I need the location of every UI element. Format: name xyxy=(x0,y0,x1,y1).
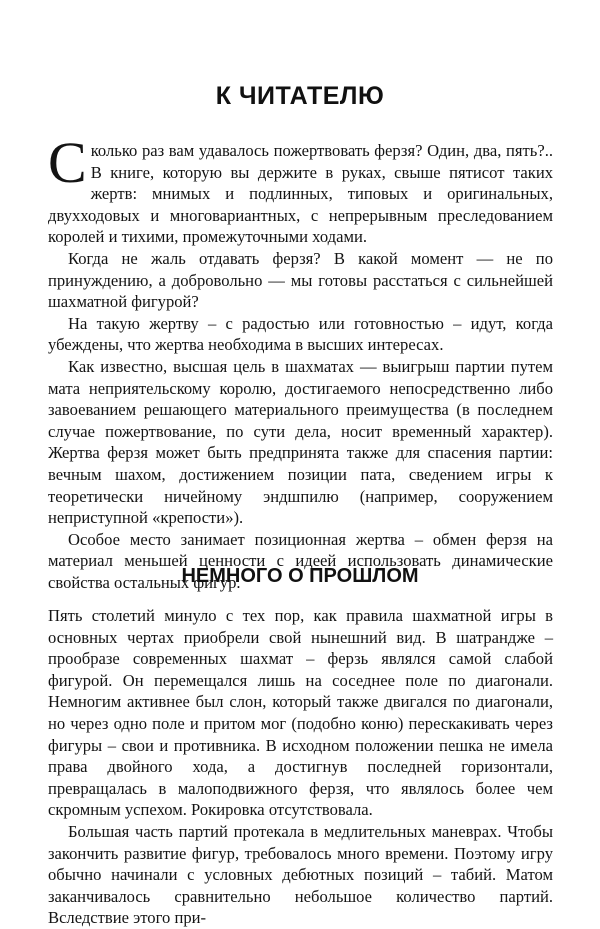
paragraph: Как известно, высшая цель в шахматах — выигрыш партии путем мата неприятельскому королю, достигаемого непосредственно либо завоеванием решающего материального преимущества (в последнем случае пожертвование, по сути дела, носит временный характер). Жертва ферзя может быть предпринята также для спасения партии: вечным шахом, достижением позиции пата, сведением игры к теоретически ничейному эндшпилю (например, сооружением неприступной «крепости»). xyxy=(48,356,553,528)
paragraph: Большая часть партий протекала в медлительных маневрах. Чтобы закончить развитие фигур, требовалось много времени. Поэтому игру обычно начинали с условных дебютных позиций – табий. Матом заканчивалось сравнительно небольшое количество партий. Вследствие этого при- xyxy=(48,821,553,928)
section-heading-past: НЕМНОГО О ПРОШЛОМ xyxy=(181,565,419,587)
chapter-heading-to-reader: К ЧИТАТЕЛЮ xyxy=(215,82,385,110)
section-to-reader xyxy=(48,130,553,593)
paragraph: Особое место занимает позиционная жертва – обмен ферзя на материал меньшей ценности с идеей использовать динамические свойства остальных фигур. xyxy=(48,529,553,592)
drop-cap: С xyxy=(48,130,87,195)
section-past xyxy=(48,605,553,929)
paragraph: Когда не жаль отдавать ферзя? В какой момент — не по принуждению, а добровольно — мы готовы расстаться с сильнейшей шахматной фигурой? xyxy=(48,248,553,312)
paragraph-text: колько раз вам удавалось пожертвовать ферзя? Один, два, пять?.. В книге, которую вы держите в руках, свыше пятисот таких жертв: мнимых и подлинных, типовых и оригинальных, двухходовых и многовариантных, с непрерывным преследованием королей и тихими, промежуточными ходами. xyxy=(48,141,553,247)
paragraph: Пять столетий минуло с тех пор, как правила шахматной игры в основных чертах приобрели свой нынешний вид. В шатрандже –прообразе современных шахмат – ферзь являлся самой слабой фигурой. Он перемещался лишь на соседнее поле по диагонали. Немногим активнее был слон, который также двигался по диагонали, но через одно поле и притом мог (подобно коню) перескакивать через фигуры – свои и противника. В исходном положении пешка не имела права двойного хода, а достигнув последней горизонтали, превращалась в малоподвижного ферзя, что являлось более чем скромным успехом. Рокировка отсутствовала. xyxy=(48,606,553,820)
paragraph xyxy=(48,130,553,248)
paragraph: На такую жертву – с радостью или готовностью – идут, когда убеждены, что жертва необходима в высших интересах. xyxy=(48,313,553,355)
